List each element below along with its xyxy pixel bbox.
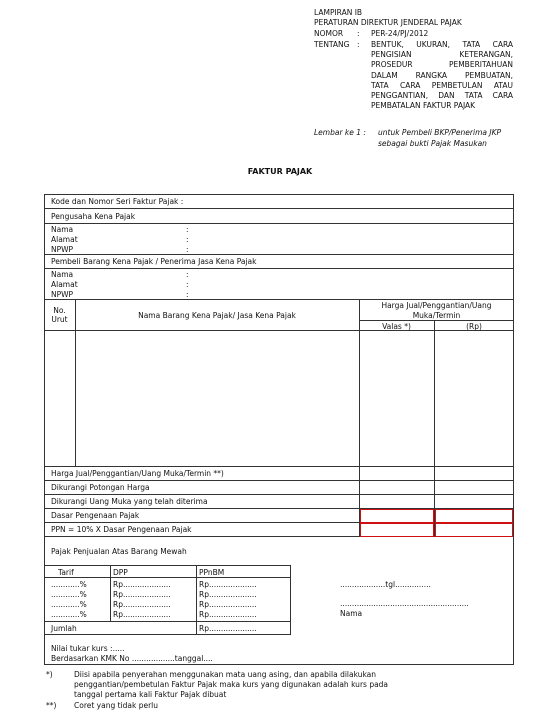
regulation-name: PERATURAN DIREKTUR JENDERAL PAJAK (314, 18, 462, 27)
potongan-label: Dikurangi Potongan Harga (51, 483, 150, 492)
row-divider (44, 223, 514, 224)
nomor-label: NOMOR (314, 29, 344, 38)
harga-jual-label: Harga Jual/Penggantian/Uang Muka/Termin **) (51, 469, 224, 478)
ppnbm-row-dpp: Rp.................... (113, 610, 171, 619)
dpp-label: Dasar Pengenaan Pajak (51, 511, 140, 520)
pengusaha-heading: Pengusaha Kena Pajak (51, 212, 136, 221)
footnote-mark: *) (46, 670, 53, 679)
nomor-colon: : (357, 29, 360, 38)
kode-seri-label: Kode dan Nomor Seri Faktur Pajak : (51, 197, 184, 206)
pengusaha-npwp-label: NPWP (51, 245, 74, 254)
row-divider (44, 254, 514, 255)
row-divider (44, 480, 514, 481)
ppn-valas-cell[interactable] (360, 523, 434, 537)
ppnbm-bottom-border (44, 634, 291, 635)
ppnbm-row-dpp: Rp.................... (113, 580, 171, 589)
row-divider (44, 268, 514, 269)
kurs-line-2: Berdasarkan KMK No ..................tanggal.... (51, 654, 213, 663)
row-divider (44, 494, 514, 495)
uang-muka-label: Dikurangi Uang Muka yang telah diterima (51, 497, 208, 506)
ppnbm-top-border (44, 565, 291, 566)
ppnbm-jumlah-divider (44, 621, 291, 622)
colon: : (186, 245, 189, 254)
form-title: FAKTUR PAJAK (247, 167, 313, 176)
pengusaha-nama-label: Nama (51, 225, 74, 234)
ppnbm-col-divider (110, 565, 111, 621)
rp-header: (Rp) (466, 322, 482, 331)
ppnbm-row-dpp: Rp.................... (113, 590, 171, 599)
tentang-line: TATA CARA PEMBETULAN ATAU (371, 80, 513, 90)
tentang-line: PENGGANTIAN, DAN TATA CARA (371, 91, 513, 101)
ppnbm-jumlah-label: Jumlah (51, 624, 77, 633)
signature-name-label: Nama (340, 609, 363, 618)
no-urut-header-1: No. (53, 306, 66, 315)
nomor-value: PER-24/PJ/2012 (371, 29, 429, 38)
kurs-line-1: Nilai tukar kurs :..... (51, 644, 125, 653)
tentang-line: PENGISIAN KETERANGAN, (371, 50, 513, 60)
tentang-line: PEMBATALAN FAKTUR PAJAK (371, 101, 476, 111)
ppnbm-row-ppnbm: Rp.................... (199, 580, 257, 589)
col-divider (434, 320, 435, 536)
tentang-line: BENTUK, UKURAN, TATA CARA (371, 40, 513, 49)
footnote-text: Coret yang tidak perlu (74, 701, 159, 710)
no-urut-header-2: Urut (51, 315, 68, 324)
colon: : (186, 290, 189, 299)
col-divider (359, 299, 360, 536)
col-divider (75, 299, 76, 466)
row-divider (44, 466, 514, 467)
pembeli-heading: Pembeli Barang Kena Pajak / Penerima Jasa Kena Pajak (51, 257, 257, 266)
lembar-line-2: sebagai bukti Pajak Masukan (378, 139, 487, 148)
signature-place-date: ...................tgl............... (340, 580, 431, 589)
dpp-rp-cell[interactable] (435, 509, 513, 523)
footnote-text: penggantian/pembetulan Faktur Pajak maka kurs yang digunakan adalah kurs pada (74, 680, 389, 689)
colon: : (186, 270, 189, 279)
harga-header-1: Harga Jual/Penggantian/Uang (381, 301, 492, 310)
colon: : (186, 235, 189, 244)
pembeli-nama-label: Nama (51, 270, 74, 279)
tentang-line: PROSEDUR PEMBERITAHUAN (371, 60, 513, 70)
nama-barang-header: Nama Barang Kena Pajak/ Jasa Kena Pajak (138, 311, 296, 320)
ppnbm-row-tarif: ............% (51, 610, 87, 619)
row-divider (44, 299, 514, 300)
ppnbm-row-dpp: Rp.................... (113, 600, 171, 609)
pembeli-alamat-label: Alamat (51, 280, 78, 289)
form-top-border (44, 194, 514, 195)
form-left-border (44, 194, 45, 664)
ppnbm-row-tarif: ............% (51, 590, 87, 599)
harga-subheader-divider (359, 320, 514, 321)
lampiran-title: LAMPIRAN IB (314, 8, 363, 17)
harga-header-2: Muka/Termin (412, 311, 461, 320)
ppnbm-heading: Pajak Penjualan Atas Barang Mewah (51, 547, 187, 556)
ppnbm-row-ppnbm: Rp.................... (199, 590, 257, 599)
colon: : (186, 225, 189, 234)
tentang-text (371, 40, 513, 111)
lembar-line-1: untuk Pembeli BKP/Penerima JKP (378, 128, 502, 137)
form-bottom-border (44, 664, 514, 665)
ppn-rp-cell[interactable] (435, 523, 513, 537)
ppnbm-dpp-header: DPP (113, 568, 128, 577)
footnote-text: Diisi apabila penyerahan menggunakan mata uang asing, dan apabila dilakukan (74, 670, 377, 679)
form-right-border (513, 194, 514, 664)
ppnbm-row-tarif: ............% (51, 580, 87, 589)
row-divider (44, 208, 514, 209)
ppnbm-row-ppnbm: Rp.................... (199, 600, 257, 609)
ppn-label: PPN = 10% X Dasar Pengenaan Pajak (51, 525, 192, 534)
footnote-text: tanggal pertama kali Faktur Pajak dibuat (74, 690, 227, 699)
ppnbm-header-divider (44, 577, 291, 578)
pembeli-npwp-label: NPWP (51, 290, 74, 299)
colon: : (186, 280, 189, 289)
tentang-colon: : (357, 40, 360, 49)
tentang-label: TENTANG (314, 40, 350, 49)
ppnbm-row-tarif: ............% (51, 600, 87, 609)
ppnbm-jumlah-value: Rp.................... (199, 624, 257, 633)
ppnbm-ppnbm-header: PPnBM (199, 568, 225, 577)
signature-line: ...................................................... (340, 599, 469, 608)
ppnbm-right-border (290, 565, 291, 634)
footnote-mark: **) (46, 701, 57, 710)
ppnbm-col-divider (196, 565, 197, 634)
lembar-label: Lembar ke 1 : (314, 128, 366, 137)
valas-header: Valas *) (382, 322, 411, 331)
tentang-line: DALAM RANGKA PEMBUATAN, (371, 70, 513, 80)
pengusaha-alamat-label: Alamat (51, 235, 78, 244)
dpp-valas-cell[interactable] (360, 509, 434, 523)
ppnbm-row-ppnbm: Rp.................... (199, 610, 257, 619)
ppnbm-tarif-header: Tarif (58, 568, 74, 577)
